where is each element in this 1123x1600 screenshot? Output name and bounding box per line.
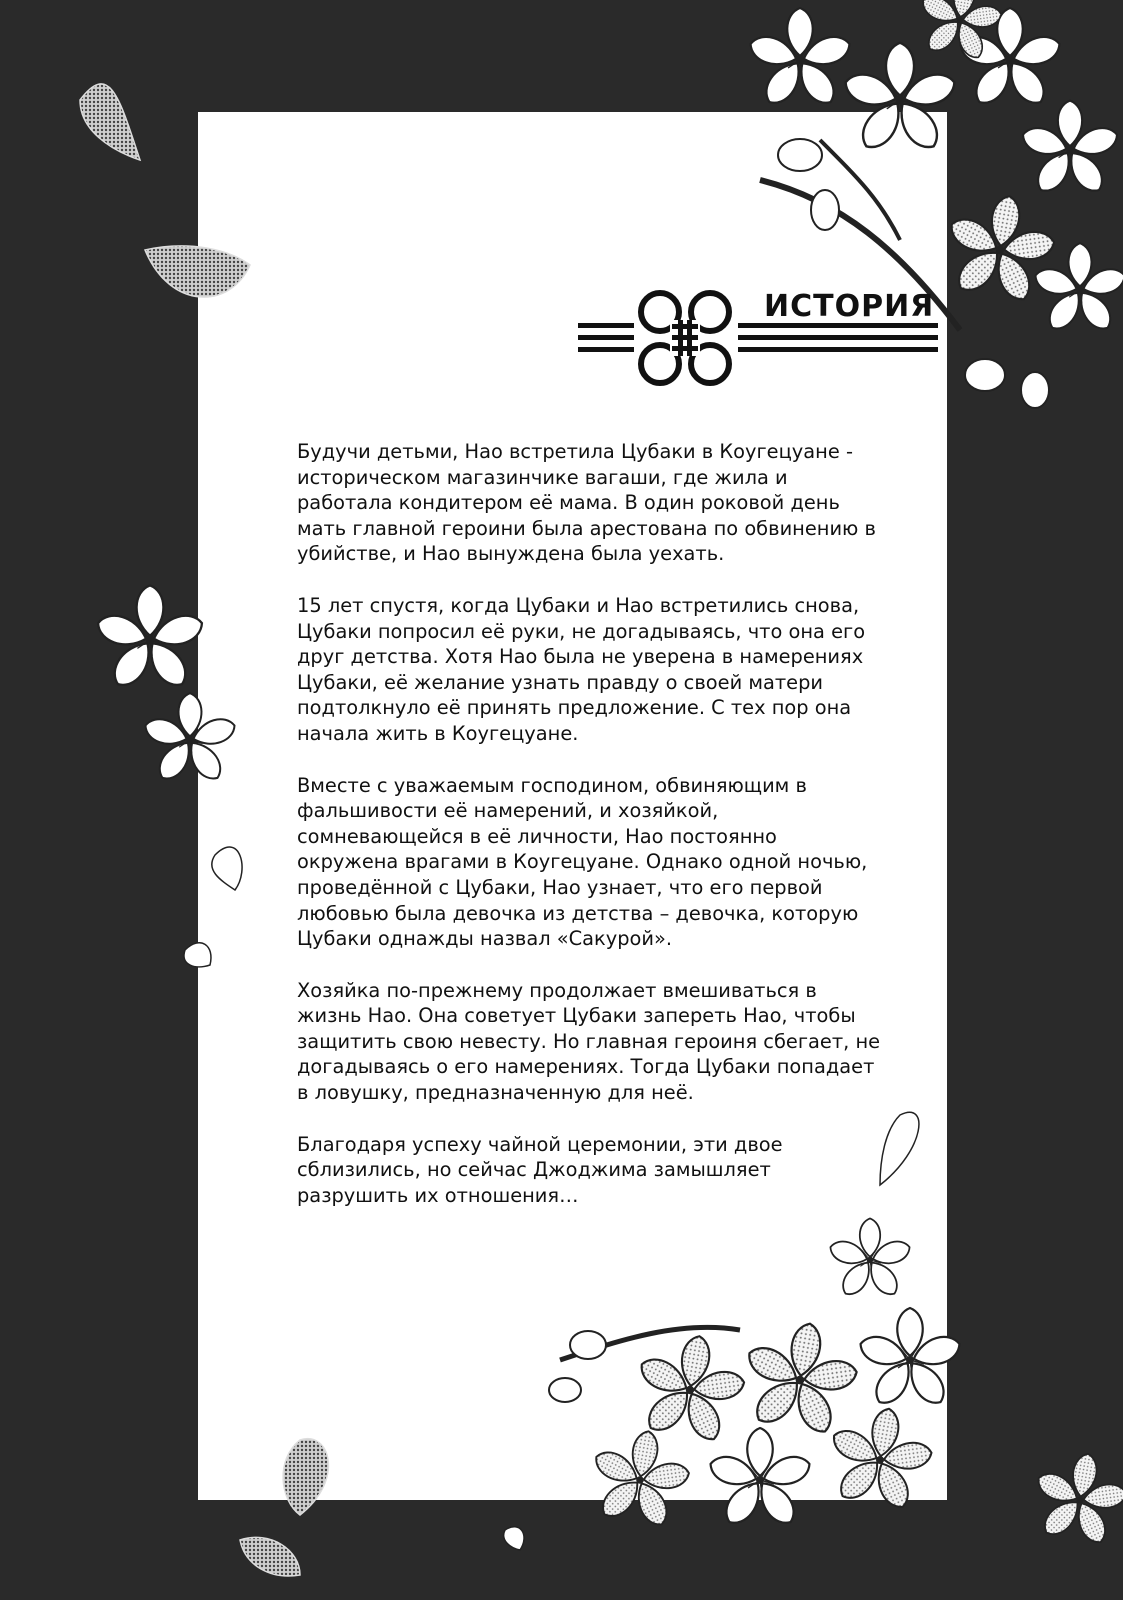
section-title: ИСТОРИЯ	[764, 289, 935, 324]
story-paragraph: Благодаря успеху чайной церемонии, эти двое сблизились, но сейчас Джоджима замышляет разрушить их отношения…	[297, 1132, 783, 1207]
story-paragraph: Будучи детьми, Нао встретила Цубаки в Коугецуане - историческом магазинчике вагаши, где жила и работала кондитером её мама. В один роковой день мать главной героини была арестована по обвинению в убийстве, и Нао вынуждена была уехать.	[297, 440, 876, 566]
story-paragraph: Вместе с уважаемым господином, обвиняющим в фальшивости её намерений, и хозяйкой, сомневающейся в её личности, Нао постоянно окружена врагами в Коугецуане. Однако одной ночью, проведённой с Цубаки, Нао узнает, что его первой любовью была девочка из детства – девочка, которую Цубаки однажды назвал «Сакурой».	[297, 773, 868, 951]
story-text	[297, 439, 881, 1234]
story-paragraph: Хозяйка по-прежнему продолжает вмешиваться в жизнь Нао. Она советует Цубаки запереть Нао, чтобы защитить свою невесту. Но главная героиня сбегает, не догадываясь о его намерениях. Тогда Цубаки попадает в ловушку, предназначенную для неё.	[297, 978, 881, 1105]
story-paragraph: 15 лет спустя, когда Цубаки и Нао встретились снова, Цубаки попросил её руки, не догадываясь, что она его друг детства. Хотя Нао была не уверена в намерениях Цубаки, её желание узнать правду о своей матери подтолкнуло её принять предложение. С тех пор она начала жить в Коугецуане.	[297, 593, 866, 745]
section-header	[578, 286, 938, 404]
